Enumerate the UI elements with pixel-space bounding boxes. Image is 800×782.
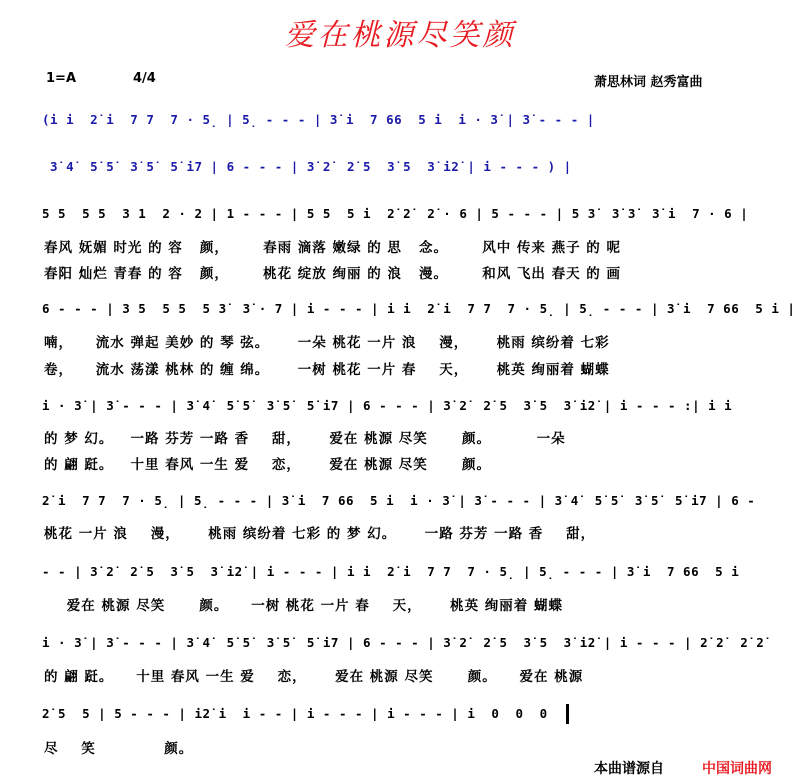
key-signature: 1=A: [46, 71, 76, 86]
final-barline: [566, 704, 569, 724]
song-title: 爱在桃源尽笑颜: [284, 18, 516, 53]
notation-row-3: i · 3̇ | 3̇ - - - | 3̇ 4̇ 5̇ 5̇ 3̇ 5̇ 5̇ i7 | 6 - - - | 3̇ 2̇ 2̇ 5 3̇ 5 3̇ i2̇ | i - - - :| i i: [42, 398, 733, 413]
notation-row-5: - - | 3̇ 2̇ 2̇ 5 3̇ 5 3̇ i2̇ | i - - - | i i 2̇ i 7 7 7 · 5̣ | 5̣ - - - | 3̇ i 7 66 5 i: [42, 564, 740, 579]
lyric-row-2-verse-1: 喃， 流水 弹起 美妙 的 琴 弦。 一朵 桃花 一片 浪 漫， 桃雨 缤纷着 七彩: [44, 335, 610, 351]
lyric-row-2-verse-2: 卷， 流水 荡漾 桃林 的 缠 绵。 一树 桃花 一片 春 天， 桃英 绚丽着 蝴蝶: [44, 362, 610, 378]
lyric-row-3-verse-2: 的 翩 跹。 十里 春风 一生 爱 恋， 爱在 桃源 尽笑 颜。: [44, 457, 491, 473]
notation-row-7: 2̇ 5 5 | 5 - - - | i2̇ i i - - | i - - - | i - - - | i 0 0 0: [42, 706, 548, 721]
notation-row-4: 2̇ i 7 7 7 · 5̣ | 5̣ - - - | 3̇ i 7 66 5 i i · 3̇ | 3̇ - - - | 3̇ 4̇ 5̇ 5̇ 3̇ 5̇ 5̇ i7 | 6 -: [42, 493, 756, 508]
lyric-row-1-verse-2: 春阳 灿烂 青春 的 容 颜， 桃花 绽放 绚丽 的 浪 漫。 和风 飞出 春天 的 画: [44, 266, 621, 282]
credits: 萧思林词 赵秀富曲: [594, 75, 703, 90]
notation-row-6: i · 3̇ | 3̇ - - - | 3̇ 4̇ 5̇ 5̇ 3̇ 5̇ 5̇ i7 | 6 - - - | 3̇ 2̇ 2̇ 5 3̇ 5 3̇ i2̇ | i - - - | 2̇ 2̇ 2̇ 2̇: [42, 635, 765, 650]
intro-line-1: (i i 2̇ i 7 7 7 · 5̣ | 5̣ - - - | 3̇ i 7 66 5 i i · 3̇ | 3̇ - - - |: [42, 112, 595, 127]
lyric-row-7: 尽 笑 颜。: [44, 741, 194, 757]
notation-row-2: 6 - - - | 3 5 5 5 5 3̇ 3̇ · 7 | i - - - | i i 2̇ i 7 7 7 · 5̣ | 5̣ - - - | 3̇ i 7 66 5 i |: [42, 301, 796, 316]
notation-row-1: 5 5 5 5 3 1 2 · 2 | 1 - - - | 5 5 5 i 2̇ 2̇ 2̇ · 6 | 5 - - - | 5 3̇ 3̇ 3̇ 3̇ i 7 · 6 |: [42, 206, 749, 221]
lyric-row-5: 爱在 桃源 尽笑 颜。 一树 桃花 一片 春 天， 桃英 绚丽着 蝴蝶: [44, 598, 563, 614]
lyric-row-3-verse-1: 的 梦 幻。 一路 芬芳 一路 香 甜， 爱在 桃源 尽笑 颜。 一朵: [44, 431, 566, 447]
time-signature: 4/4: [133, 71, 156, 86]
lyric-row-1-verse-1: 春风 妩媚 时光 的 容 颜， 春雨 滴落 嫩绿 的 思 念。 风中 传来 燕子 的 呢: [44, 240, 621, 256]
lyric-row-6: 的 翩 跹。 十里 春风 一生 爱 恋， 爱在 桃源 尽笑 颜。 爱在 桃源: [44, 669, 584, 685]
intro-line-2: 3̇ 4̇ 5̇ 5̇ 3̇ 5̇ 5̇ i7 | 6 - - - | 3̇ 2̇ 2̇ 5 3̇ 5 3̇ i2̇ | i - - - ) |: [42, 159, 572, 174]
lyric-row-4: 桃花 一片 浪 漫， 桃雨 缤纷着 七彩 的 梦 幻。 一路 芬芳 一路 香 甜，: [44, 526, 596, 542]
footer-site-link[interactable]: 中国词曲网: [702, 761, 772, 777]
footer-source: 本曲谱源自: [594, 761, 664, 777]
